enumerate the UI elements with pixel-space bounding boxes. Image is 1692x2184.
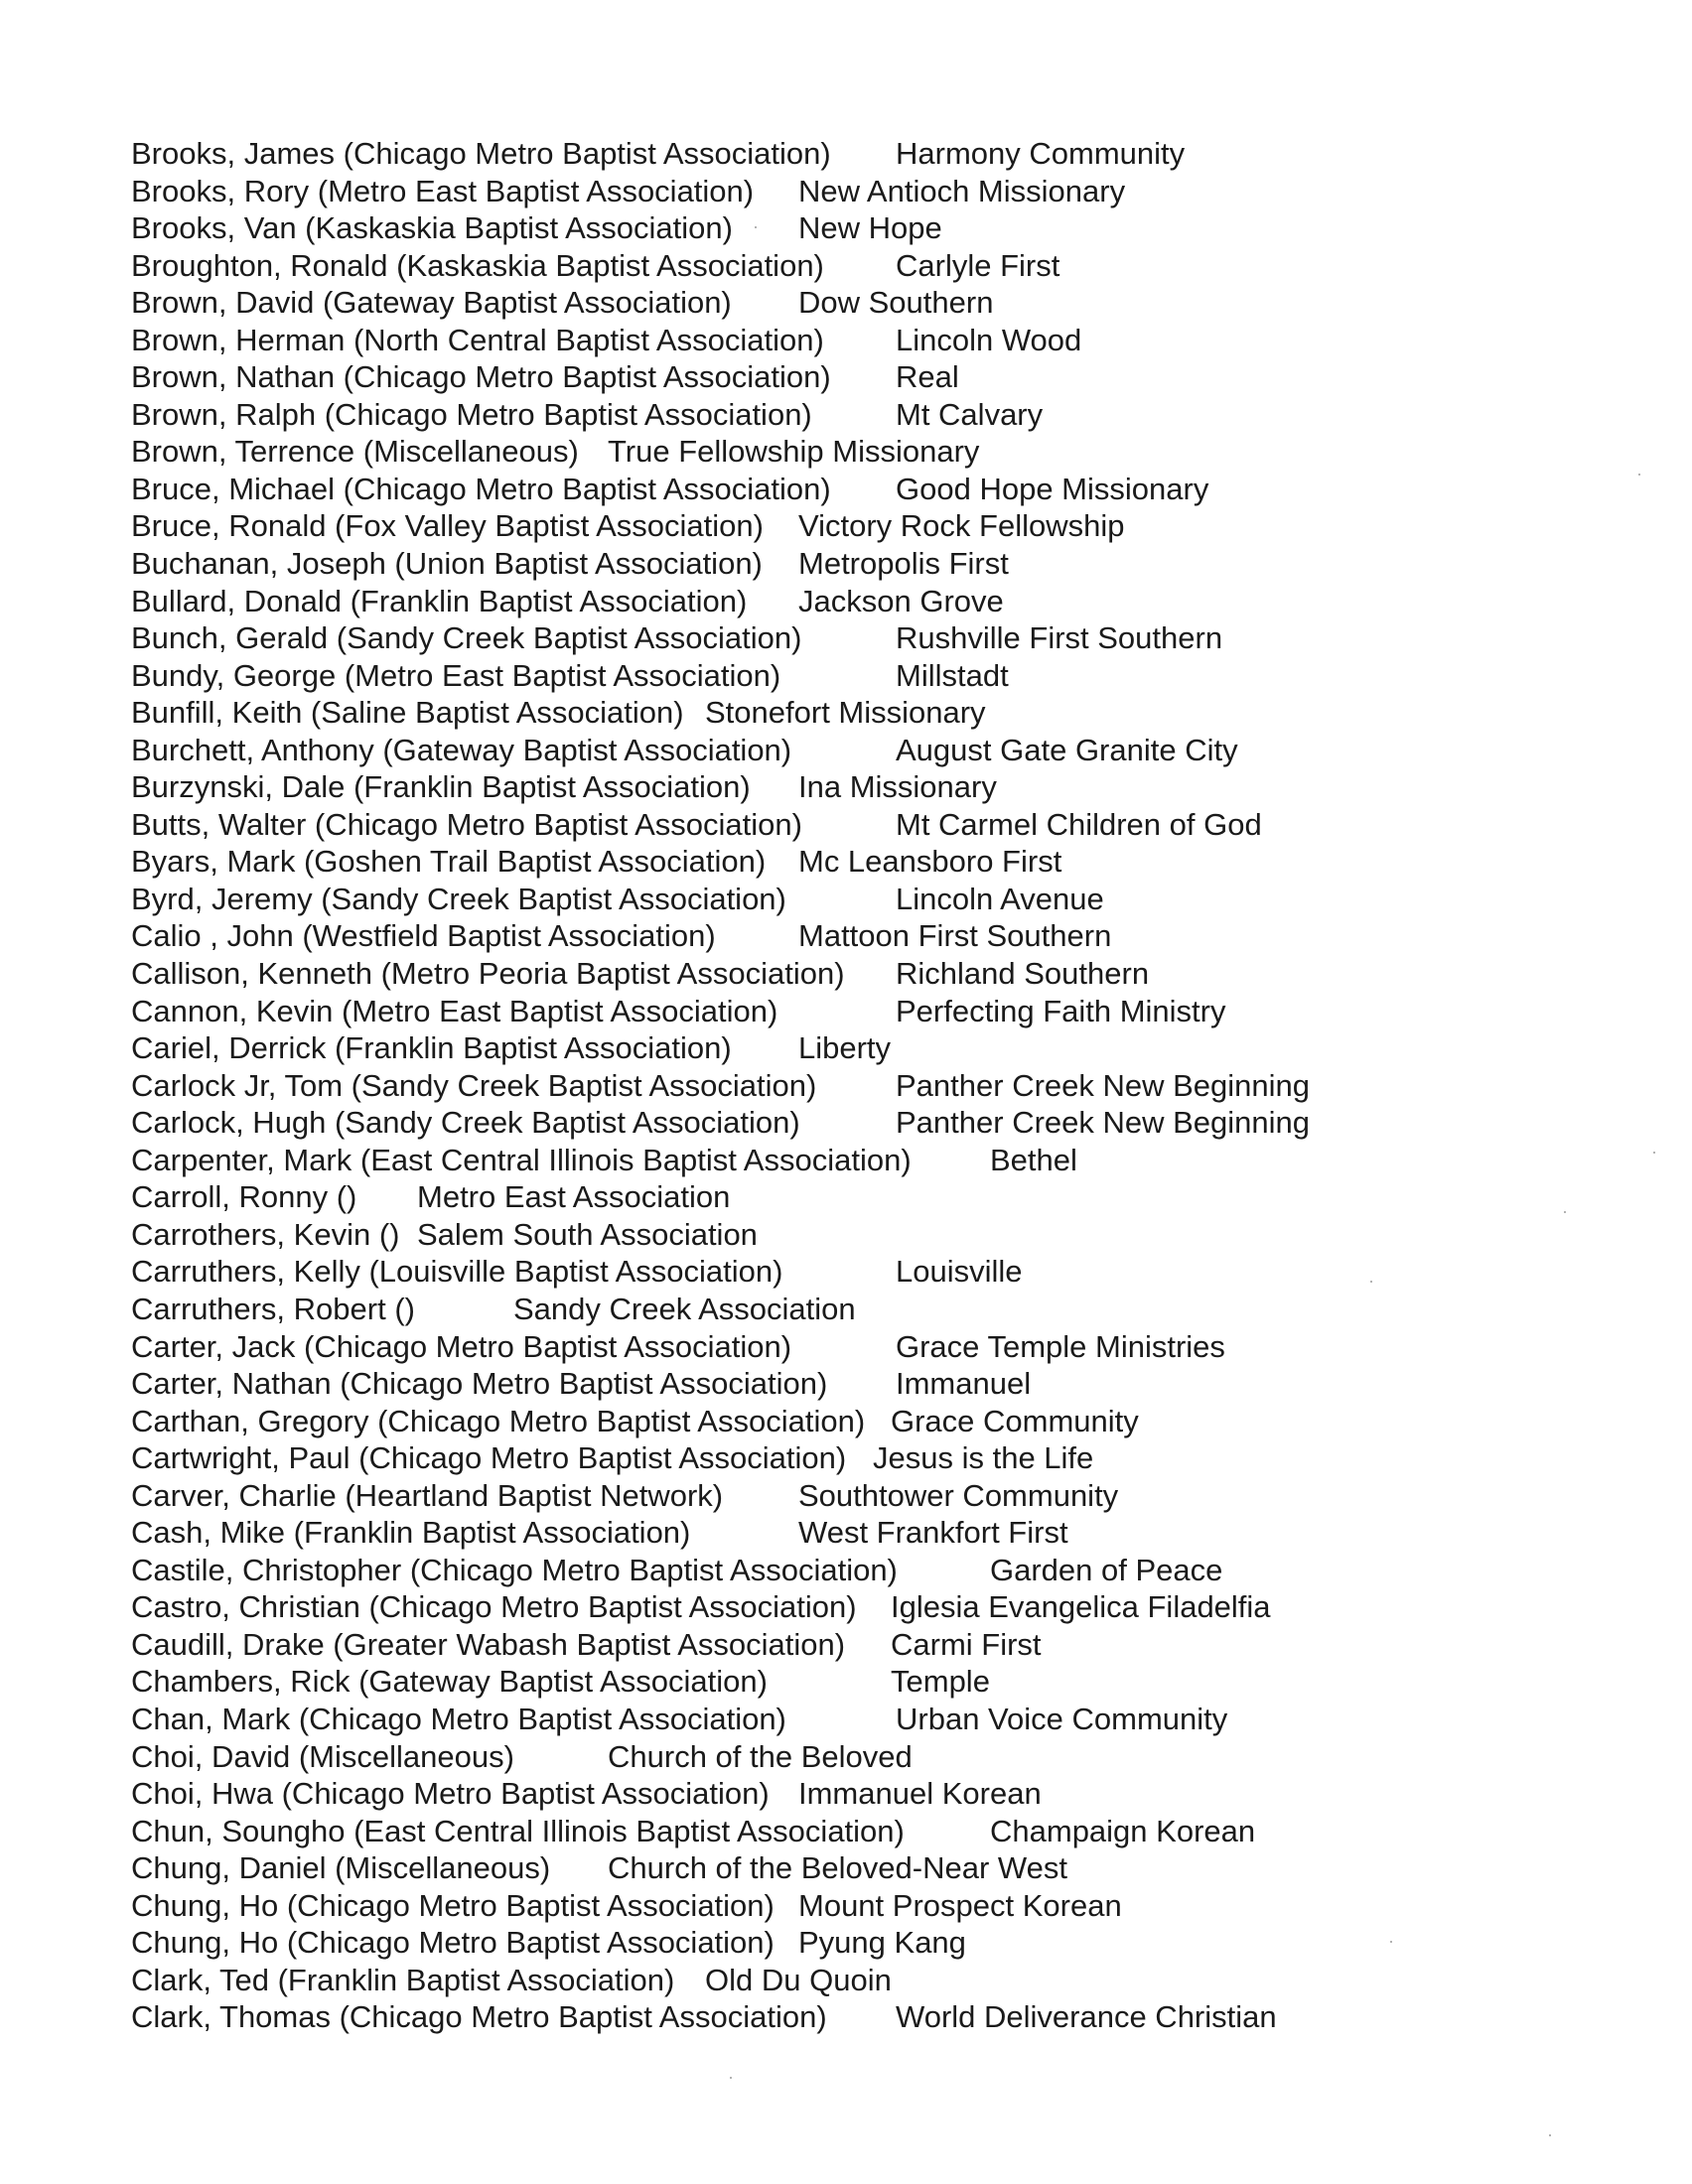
church-name: New Antioch Missionary: [798, 173, 1126, 208]
church-name: Old Du Quoin: [705, 1962, 892, 1997]
church-name: Champaign Korean: [990, 1813, 1256, 1848]
pastor-name-association: Carter, Jack (Chicago Metro Baptist Association): [131, 1328, 792, 1364]
pastor-name-association: Carlock Jr, Tom (Sandy Creek Baptist Association): [131, 1067, 817, 1103]
pastor-name-association: Cartwright, Paul (Chicago Metro Baptist Association): [131, 1440, 847, 1476]
pastor-name-association: Brown, Terrence (Miscellaneous): [131, 434, 579, 470]
church-name: Temple: [891, 1664, 990, 1700]
scan-speck: [1564, 1211, 1566, 1213]
church-name: Sandy Creek Association: [513, 1291, 856, 1326]
church-name: Church of the Beloved: [608, 1738, 913, 1774]
scan-speck: [1653, 1152, 1655, 1154]
pastor-name-association: Broughton, Ronald (Kaskaskia Baptist Association): [131, 247, 824, 283]
church-name: Ina Missionary: [798, 769, 997, 805]
pastor-name-association: Calio , John (Westfield Baptist Association): [131, 918, 716, 954]
pastor-name-association: Bruce, Michael (Chicago Metro Baptist Association): [131, 471, 831, 506]
pastor-name-association: Bruce, Ronald (Fox Valley Baptist Association): [131, 508, 764, 544]
pastor-name-association: Chambers, Rick (Gateway Baptist Association): [131, 1664, 768, 1700]
church-name: Mattoon First Southern: [798, 918, 1112, 954]
church-name: Lincoln Avenue: [896, 881, 1104, 916]
pastor-name-association: Bunfill, Keith (Saline Baptist Association): [131, 695, 684, 731]
pastor-name-association: Carruthers, Kelly (Louisville Baptist Association): [131, 1254, 783, 1290]
pastor-name-association: Carrothers, Kevin (): [131, 1216, 400, 1252]
pastor-name-association: Burzynski, Dale (Franklin Baptist Association): [131, 769, 751, 805]
church-name: Metro East Association: [417, 1179, 731, 1215]
pastor-name-association: Bullard, Donald (Franklin Baptist Association): [131, 583, 748, 618]
church-name: Immanuel Korean: [798, 1776, 1042, 1812]
pastor-name-association: Castile, Christopher (Chicago Metro Baptist Association): [131, 1552, 898, 1587]
church-name: Liberty: [798, 1030, 892, 1066]
church-name: Jesus is the Life: [873, 1440, 1094, 1476]
pastor-name-association: Clark, Thomas (Chicago Metro Baptist Association): [131, 1999, 827, 2035]
pastor-name-association: Butts, Walter (Chicago Metro Baptist Association): [131, 806, 802, 842]
church-name: West Frankfort First: [798, 1515, 1068, 1551]
church-name: Richland Southern: [896, 956, 1150, 992]
pastor-name-association: Chung, Daniel (Miscellaneous): [131, 1850, 551, 1886]
pastor-name-association: Chan, Mark (Chicago Metro Baptist Association): [131, 1701, 786, 1736]
pastor-name-association: Choi, Hwa (Chicago Metro Baptist Association): [131, 1776, 770, 1812]
pastor-name-association: Carter, Nathan (Chicago Metro Baptist Association): [131, 1366, 828, 1402]
church-name: Church of the Beloved-Near West: [608, 1850, 1067, 1886]
church-name: Urban Voice Community: [896, 1701, 1228, 1736]
scan-speck: [1370, 1281, 1372, 1283]
pastor-name-association: Bunch, Gerald (Sandy Creek Baptist Association): [131, 620, 802, 656]
church-name: Grace Community: [891, 1403, 1139, 1438]
church-name: Millstadt: [896, 657, 1009, 693]
church-name: Perfecting Faith Ministry: [896, 993, 1226, 1028]
church-name: Jackson Grove: [798, 583, 1004, 618]
church-name: Dow Southern: [798, 285, 994, 321]
pastor-name-association: Brooks, Rory (Metro East Baptist Association): [131, 173, 755, 208]
pastor-name-association: Caudill, Drake (Greater Wabash Baptist Association): [131, 1626, 846, 1662]
pastor-name-association: Castro, Christian (Chicago Metro Baptist Association): [131, 1589, 857, 1625]
church-name: Louisville: [896, 1254, 1023, 1290]
church-name: Real: [896, 359, 959, 395]
church-name: Mt Calvary: [896, 396, 1044, 432]
church-name: Panther Creek New Beginning: [896, 1067, 1311, 1103]
church-name: Mc Leansboro First: [798, 844, 1062, 880]
scan-speck: [755, 226, 757, 228]
church-name: Mount Prospect Korean: [798, 1887, 1122, 1923]
pastor-name-association: Cash, Mike (Franklin Baptist Association): [131, 1515, 691, 1551]
church-name: August Gate Granite City: [896, 732, 1238, 767]
church-name: Panther Creek New Beginning: [896, 1105, 1311, 1141]
church-name: Immanuel: [896, 1366, 1032, 1402]
church-name: Southtower Community: [798, 1477, 1119, 1513]
pastor-name-association: Brooks, James (Chicago Metro Baptist Association): [131, 136, 831, 171]
pastor-name-association: Cannon, Kevin (Metro East Baptist Association): [131, 993, 778, 1028]
church-name: Harmony Community: [896, 136, 1186, 171]
pastor-name-association: Carruthers, Robert (): [131, 1291, 415, 1326]
church-name: Salem South Association: [417, 1216, 758, 1252]
church-name: New Hope: [798, 210, 942, 246]
scan-speck: [1549, 2134, 1551, 2136]
pastor-name-association: Bundy, George (Metro East Baptist Association): [131, 657, 781, 693]
pastor-name-association: Carver, Charlie (Heartland Baptist Network): [131, 1477, 724, 1513]
pastor-name-association: Carthan, Gregory (Chicago Metro Baptist Association): [131, 1403, 866, 1438]
church-name: Grace Temple Ministries: [896, 1328, 1225, 1364]
pastor-name-association: Brown, Nathan (Chicago Metro Baptist Association): [131, 359, 831, 395]
scan-speck: [730, 2077, 732, 2079]
church-name: World Deliverance Christian: [896, 1999, 1277, 2035]
pastor-name-association: Clark, Ted (Franklin Baptist Association): [131, 1962, 675, 1997]
church-name: Mt Carmel Children of God: [896, 806, 1262, 842]
scan-speck: [1638, 474, 1640, 476]
church-name: Carmi First: [891, 1626, 1042, 1662]
church-name: True Fellowship Missionary: [608, 434, 980, 470]
pastor-name-association: Choi, David (Miscellaneous): [131, 1738, 514, 1774]
church-name: Metropolis First: [798, 546, 1009, 582]
church-name: Victory Rock Fellowship: [798, 508, 1125, 544]
pastor-name-association: Byrd, Jeremy (Sandy Creek Baptist Association): [131, 881, 786, 916]
pastor-name-association: Chun, Soungho (East Central Illinois Baptist Association): [131, 1813, 905, 1848]
pastor-name-association: Chung, Ho (Chicago Metro Baptist Association): [131, 1925, 775, 1961]
scan-speck: [1390, 1941, 1392, 1943]
pastor-name-association: Chung, Ho (Chicago Metro Baptist Association): [131, 1887, 775, 1923]
church-name: Rushville First Southern: [896, 620, 1223, 656]
pastor-name-association: Callison, Kenneth (Metro Peoria Baptist Association): [131, 956, 845, 992]
pastor-name-association: Buchanan, Joseph (Union Baptist Association): [131, 546, 763, 582]
pastor-name-association: Carroll, Ronny (): [131, 1179, 357, 1215]
church-name: Lincoln Wood: [896, 322, 1082, 357]
pastor-name-association: Cariel, Derrick (Franklin Baptist Association): [131, 1030, 732, 1066]
church-name: Garden of Peace: [990, 1552, 1223, 1587]
pastor-name-association: Carpenter, Mark (East Central Illinois Baptist Association): [131, 1142, 912, 1177]
church-name: Good Hope Missionary: [896, 471, 1209, 506]
pastor-name-association: Brown, Herman (North Central Baptist Association): [131, 322, 824, 357]
pastor-name-association: Brown, Ralph (Chicago Metro Baptist Association): [131, 396, 812, 432]
pastor-name-association: Carlock, Hugh (Sandy Creek Baptist Association): [131, 1105, 800, 1141]
pastor-name-association: Brooks, Van (Kaskaskia Baptist Association): [131, 210, 733, 246]
pastor-name-association: Byars, Mark (Goshen Trail Baptist Association): [131, 844, 767, 880]
church-name: Bethel: [990, 1142, 1077, 1177]
church-name: Iglesia Evangelica Filadelfia: [891, 1589, 1271, 1625]
church-name: Carlyle First: [896, 247, 1060, 283]
church-name: Pyung Kang: [798, 1925, 966, 1961]
pastor-name-association: Brown, David (Gateway Baptist Association): [131, 285, 732, 321]
pastor-name-association: Burchett, Anthony (Gateway Baptist Association): [131, 732, 792, 767]
church-name: Stonefort Missionary: [705, 695, 986, 731]
